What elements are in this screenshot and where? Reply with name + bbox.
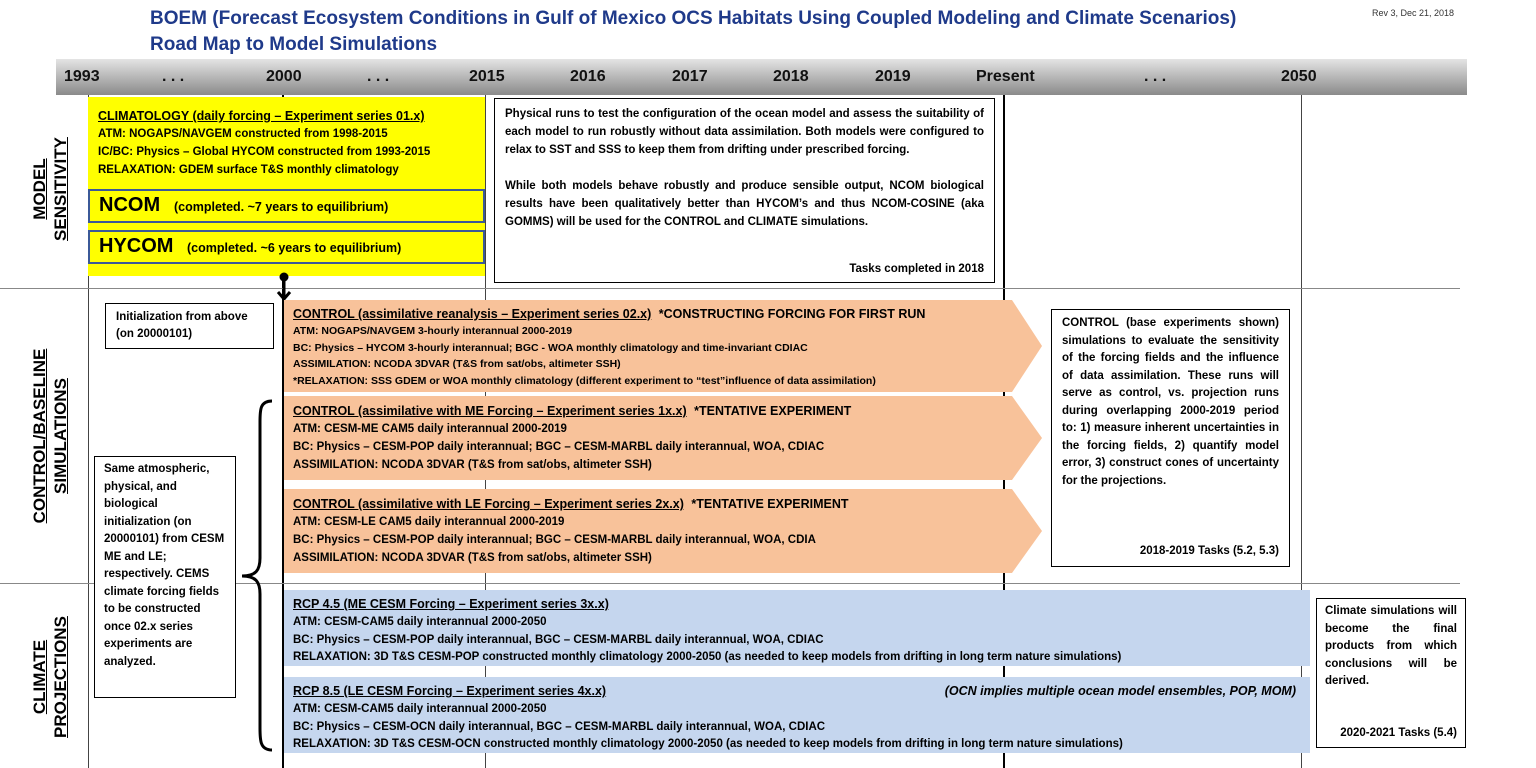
title-line-2: Road Map to Model Simulations [150, 34, 438, 55]
ncom-box [88, 189, 485, 223]
tick-2018: 2018 [773, 68, 809, 85]
control-1-heading: CONTROL (assimilative reanalysis – Experiment series 02.x) [293, 307, 652, 321]
title-line-1: BOEM (Forecast Ecosystem Conditions in Gulf of Mexico OCS Habitats Using Coupled Modeling and Climate Scenarios) [150, 8, 1237, 29]
climatology-heading: CLIMATOLOGY (daily forcing – Experiment series 01.x) [98, 109, 425, 123]
hycom-box [88, 230, 485, 264]
physical-runs-paragraph-1: Physical runs to test the configuration of the ocean model and assess the suitability of each model to run robustly without data assimilation. Both models were configured to relax to SST and SSS to keep them from drifting under prescribed forcing. [505, 108, 984, 156]
control-2-line: ASSIMILATION: NCODA 3DVAR (T&S from sat/obs, altimeter SSH) [293, 459, 652, 471]
climatology-block [88, 97, 485, 276]
rcp85-line: ATM: CESM-CAM5 daily interannual 2000-2050 [293, 703, 547, 715]
control-note-box [1051, 309, 1290, 567]
control-1-line: BC: Physics – HYCOM 3-hourly interannual; BGC - WOA monthly climatology and time-invariant CDIAC [293, 341, 808, 354]
climatology-line: ATM: NOGAPS/NAVGEM constructed from 1998-2015 [98, 128, 388, 140]
control-note-tasks: 2018-2019 Tasks (5.2, 5.3) [1139, 545, 1279, 557]
row-divider-1 [0, 288, 1460, 289]
rcp85-line: BC: Physics – CESM-OCN daily interannual, BGC – CESM-MARBL daily interannual, WOA, CDIAC [293, 721, 826, 733]
hycom-label: HYCOM [99, 235, 174, 257]
rcp45-heading: RCP 4.5 (ME CESM Forcing – Experiment series 3x.x) [293, 597, 609, 611]
row-label-control-baseline: CONTROL/BASELINE SIMULATIONS [30, 348, 70, 524]
control-2-line: BC: Physics – CESM-POP daily interannual; BGC – CESM-MARBL daily interannual, WOA, CDIAC [293, 441, 825, 453]
rcp85-block [284, 677, 1310, 753]
control-1-content [293, 305, 1033, 389]
control-3-line: ATM: CESM-LE CAM5 daily interannual 2000-2019 [293, 516, 565, 528]
same-initialization-text: Same atmospheric, physical, and biological initialization (on 20000101) from CESM ME and LE; respectively. CEMS climate forcing fields to be constructed once 02.x series experiments are analyzed. [104, 463, 225, 668]
tick-ellipsis-1: . . . [162, 68, 185, 85]
control-3-heading: CONTROL (assimilative with LE Forcing – Experiment series 2x.x) [293, 497, 684, 511]
tick-2017: 2017 [672, 68, 708, 85]
rcp45-block [284, 590, 1310, 666]
physical-runs-tasks: Tasks completed in 2018 [849, 263, 984, 275]
control-2-line: ATM: CESM-ME CAM5 daily interannual 2000-2019 [293, 423, 567, 435]
tick-ellipsis-3: . . . [1144, 68, 1167, 85]
control-1-tag: *CONSTRUCTING FORCING FOR FIRST RUN [658, 307, 926, 321]
control-3-content [293, 495, 1033, 567]
tick-2019: 2019 [875, 68, 911, 85]
same-initialization-box [94, 456, 236, 698]
tick-2000: 2000 [266, 68, 302, 85]
rcp85-note: (OCN implies multiple ocean model ensembles, POP, MOM) [944, 684, 1296, 698]
control-2-heading: CONTROL (assimilative with ME Forcing – Experiment series 1x.x) [293, 404, 687, 418]
tick-2016: 2016 [570, 68, 606, 85]
physical-runs-paragraph-2: While both models behave robustly and produce sensible output, NCOM biological results have been qualitatively better than HYCOM’s and thus NCOM-COSINE (aka GOMMS) will be used for the CONTROL and CLIMATE simulations. [505, 180, 984, 228]
hycom-note: (completed. ~6 years to equilibrium) [187, 241, 402, 255]
ncom-label: NCOM [99, 194, 161, 216]
climate-note-tasks: 2020-2021 Tasks (5.4) [1340, 727, 1457, 739]
control-1-line: *RELAXATION: SSS GDEM or WOA monthly climatology (different experiment to “test”influence of data assimilation) [293, 374, 876, 387]
down-arrow-icon [270, 268, 300, 304]
init-from-above-box [105, 303, 274, 349]
climate-note-box [1316, 598, 1466, 748]
control-3-tag: *TENTATIVE EXPERIMENT [691, 497, 849, 511]
tick-2015: 2015 [469, 68, 505, 85]
control-2-content [293, 402, 1033, 474]
revision-label: Rev 3, Dec 21, 2018 [1372, 8, 1455, 18]
control-note-text: CONTROL (base experiments shown) simulations to evaluate the sensitivity of the forcing fields and the influence of data assimilation. These runs will serve as control, vs. projection runs during overlapping 2000-2019 period to: 1) measure inherent uncertainties in the forcing fields, 2) quantify model error, 3) construct cones of uncertainty for the projections. [1062, 317, 1279, 487]
rcp85-line: RELAXATION: 3D T&S CESM-OCN constructed monthly climatology 2000-2050 (as needed to keep models from drifting in long term nature simulations) [293, 738, 1123, 750]
climatology-line: IC/BC: Physics – Global HYCOM constructed from 1993-2015 [98, 146, 431, 158]
tick-2050: 2050 [1281, 68, 1317, 85]
init-from-above-text: Initialization from above (on 20000101) [116, 311, 248, 340]
tick-1993: 1993 [64, 68, 100, 85]
physical-runs-box [494, 98, 995, 283]
control-1-line: ATM: NOGAPS/NAVGEM 3-hourly interannual 2000-2019 [293, 325, 573, 337]
row-label-climate-projections: CLIMATE PROJECTIONS [30, 616, 70, 738]
control-3-line: BC: Physics – CESM-POP daily interannual; BGC – CESM-MARBL daily interannual, WOA, CDIA [293, 534, 816, 546]
rcp45-line: ATM: CESM-CAM5 daily interannual 2000-2050 [293, 616, 547, 628]
gridline-2050 [1301, 95, 1302, 768]
control-2-tag: *TENTATIVE EXPERIMENT [694, 404, 852, 418]
tick-ellipsis-2: . . . [367, 68, 390, 85]
rcp45-line: RELAXATION: 3D T&S CESM-POP constructed monthly climatology 2000-2050 (as needed to keep models from drifting in long term nature simulations) [293, 651, 1122, 663]
rcp45-line: BC: Physics – CESM-POP daily interannual, BGC – CESM-MARBL daily interannual, WOA, CDIAC [293, 634, 824, 646]
page-title [150, 6, 1236, 58]
climatology-line: RELAXATION: GDEM surface T&S monthly climatology [98, 164, 399, 176]
tick-present: Present [976, 68, 1035, 85]
rcp85-heading: RCP 8.5 (LE CESM Forcing – Experiment series 4x.x) [293, 684, 607, 698]
ncom-note: (completed. ~7 years to equilibrium) [174, 200, 389, 214]
climate-note-text: Climate simulations will become the final products from which conclusions will be derived. [1325, 605, 1457, 687]
curly-brace-icon [236, 398, 276, 754]
control-3-line: ASSIMILATION: NCODA 3DVAR (T&S from sat/obs, altimeter SSH) [293, 552, 652, 564]
control-1-line: ASSIMILATION: NCODA 3DVAR (T&S from sat/obs, altimeter SSH) [293, 358, 621, 370]
row-label-model-sensitivity: MODEL SENSITIVITY [30, 137, 70, 241]
